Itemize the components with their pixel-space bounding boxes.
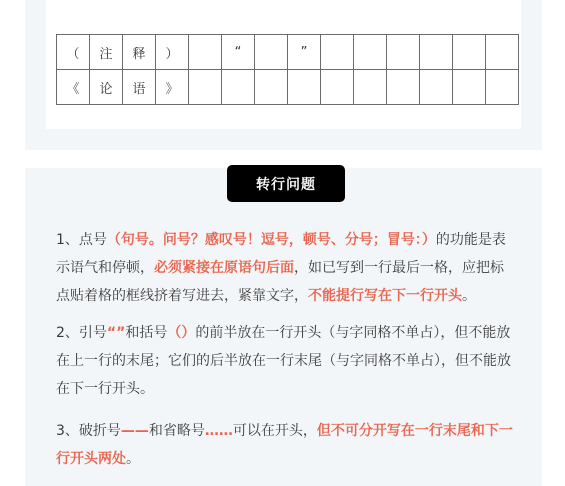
- body-text: 和省略号: [148, 423, 205, 439]
- rule-paragraph-3: [56, 417, 516, 473]
- body-text: 。: [126, 451, 140, 467]
- body-text: 可以在开头，: [232, 423, 317, 439]
- grid-cell: [387, 35, 420, 70]
- body-text: 。: [462, 288, 476, 304]
- highlight-text: （句号。问号？感叹号！逗号，顿号、分号；冒号：）: [106, 232, 436, 248]
- highlight-text: “”: [106, 325, 126, 341]
- highlight-text: 但不可分开写在一行末尾和下一行开头两处: [56, 423, 513, 467]
- grid-cell: [255, 70, 288, 105]
- grid-cell: [420, 35, 453, 70]
- highlight-text: ……: [204, 423, 233, 439]
- body-text: 1、点号: [56, 232, 107, 248]
- grid-cell: 语: [123, 70, 156, 105]
- grid-paper-card: [46, 0, 521, 129]
- grid-cell: [453, 70, 486, 105]
- grid-cell: [222, 70, 255, 105]
- grid-cell: 注: [90, 35, 123, 70]
- grid-cell: [387, 70, 420, 105]
- grid-cell: [453, 35, 486, 70]
- grid-row: [57, 35, 519, 70]
- grid-cell: “: [222, 35, 255, 70]
- section-title-badge: 转行问题: [227, 165, 345, 202]
- highlight-text: （）: [167, 325, 196, 341]
- grid-cell: [354, 35, 387, 70]
- grid-cell: 论: [90, 70, 123, 105]
- body-text: 的功能是表示语气和停顿，: [56, 232, 506, 276]
- grid-cell: [189, 70, 222, 105]
- grid-cell: [255, 35, 288, 70]
- grid-cell: [354, 70, 387, 105]
- grid-cell: [321, 70, 354, 105]
- rule-paragraph-1: [56, 226, 516, 310]
- body-text: 3、破折号: [56, 423, 121, 439]
- highlight-text: ——: [120, 423, 149, 439]
- grid-cell: [288, 70, 321, 105]
- grid-cell: ”: [288, 35, 321, 70]
- body-text: 的前半放在一行开头（与字同格不单占），但不能放在上一行的末尾；它们的后半放在一行末尾（与字同格不单占），但不能放在下一行开头。: [56, 325, 511, 397]
- body-text: 和括号: [125, 325, 168, 341]
- grid-cell: ）: [156, 35, 189, 70]
- grid-cell: 释: [123, 35, 156, 70]
- grid-row: [57, 70, 519, 105]
- grid-cell: [189, 35, 222, 70]
- grid-cell: （: [57, 35, 90, 70]
- writing-grid: [56, 34, 519, 105]
- grid-cell: [486, 35, 519, 70]
- body-text: 2、引号: [56, 325, 107, 341]
- grid-cell: [486, 70, 519, 105]
- highlight-text: 不能提行写在下一行开头: [308, 288, 462, 304]
- grid-cell: [420, 70, 453, 105]
- grid-cell: 》: [156, 70, 189, 105]
- rule-paragraph-2: [56, 319, 516, 403]
- highlight-text: 必须紧接在原语句后面: [154, 260, 294, 276]
- body-text: ，如已写到一行最后一格，应把标点贴着格的框线挤着写进去，紧靠文字，: [56, 260, 504, 304]
- grid-cell: [321, 35, 354, 70]
- grid-cell: 《: [57, 70, 90, 105]
